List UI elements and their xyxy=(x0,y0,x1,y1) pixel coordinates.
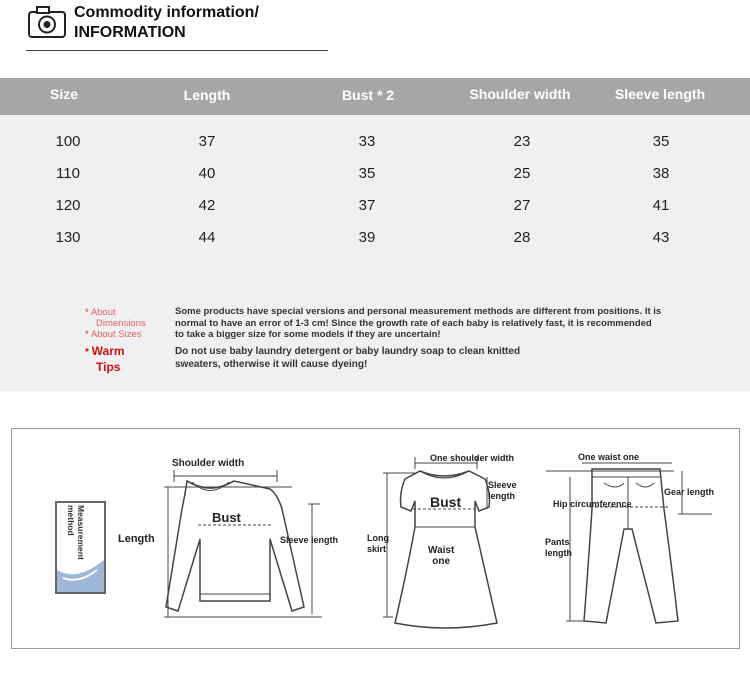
table-cell: 44 xyxy=(198,229,216,246)
asterisk-icon: * xyxy=(85,307,91,318)
notes-text: Some products have special versions and personal measurement methods are different from positions. It is normal to have an error of 1-3 cm! Since the growth rate of each baby is relatively fast, it is recommended to take a bigger size for some models if they are uncertain! xyxy=(175,306,662,340)
pants-gear-label: Gear length xyxy=(664,487,715,497)
table-cell: 120 xyxy=(55,197,81,214)
column-header-length: Length xyxy=(183,87,231,103)
dress-waist-label: Waist one xyxy=(428,545,455,567)
size-table xyxy=(0,78,750,391)
table-cell: 39 xyxy=(358,229,376,246)
table-cell: 33 xyxy=(358,133,376,150)
asterisk-icon: * xyxy=(85,347,92,358)
measurement-method-label: Measurement method xyxy=(66,505,86,560)
table-cell: 40 xyxy=(198,165,216,182)
sweater-length-label: Length xyxy=(118,533,155,545)
camera-icon xyxy=(27,5,67,39)
table-cell: 37 xyxy=(358,197,376,214)
table-cell: 42 xyxy=(198,197,216,214)
column-header-sleeve: Sleeve length xyxy=(614,86,706,102)
dress-shoulder-label: One shoulder width xyxy=(430,453,515,463)
measurement-method-badge xyxy=(55,501,106,594)
table-row xyxy=(0,229,750,255)
table-cell: 25 xyxy=(513,165,531,182)
table-cell: 130 xyxy=(55,229,81,246)
pants-hip-label: Hip circumference xyxy=(553,499,632,509)
dress-skirt-label: Long skirt xyxy=(367,533,389,554)
about-dimensions-label: * About Dimensions xyxy=(85,307,146,329)
table-cell: 35 xyxy=(652,133,670,150)
dress-bust-label: Bust xyxy=(430,494,462,510)
sweater-bust-label: Bust xyxy=(212,510,241,525)
table-row xyxy=(0,197,750,223)
column-header-size: Size xyxy=(49,86,79,102)
table-cell: 23 xyxy=(513,133,531,150)
column-header-bust: Bust * 2 xyxy=(341,87,395,103)
tape-measure-icon xyxy=(57,552,104,592)
table-row xyxy=(0,165,750,191)
table-row xyxy=(0,133,750,159)
measurement-method-panel xyxy=(11,428,740,649)
pants-length-label: Pants length xyxy=(545,537,572,558)
warm-tips-text: Do not use baby laundry detergent or baby laundry soap to clean knitted sweaters, otherwise it will cause dyeing! xyxy=(175,346,521,370)
section-title: Commodity information/ INFORMATION xyxy=(74,4,259,41)
table-cell: 110 xyxy=(56,165,80,182)
table-cell: 28 xyxy=(513,229,531,246)
title-underline xyxy=(26,50,328,51)
column-header-shoulder: Shoulder width xyxy=(469,86,571,102)
table-cell: 38 xyxy=(652,165,670,182)
table-cell: 37 xyxy=(198,133,216,150)
table-cell: 27 xyxy=(513,197,531,214)
dress-sleeve-label: Sleeve length xyxy=(488,480,517,501)
info-header xyxy=(0,0,750,78)
sweater-sleeve-label: Sleeve length xyxy=(280,535,339,545)
table-header xyxy=(0,78,750,115)
warm-tips-label: * Warm Tips xyxy=(85,344,125,374)
sweater-shoulder-label: Shoulder width xyxy=(172,458,245,469)
table-cell: 43 xyxy=(652,229,670,246)
table-cell: 41 xyxy=(652,197,670,214)
about-sizes-label: * About Sizes xyxy=(85,329,142,340)
table-cell: 35 xyxy=(358,165,376,182)
pants-waist-label: One waist one xyxy=(578,452,640,462)
table-cell: 100 xyxy=(55,133,81,150)
asterisk-icon: * xyxy=(85,329,91,340)
